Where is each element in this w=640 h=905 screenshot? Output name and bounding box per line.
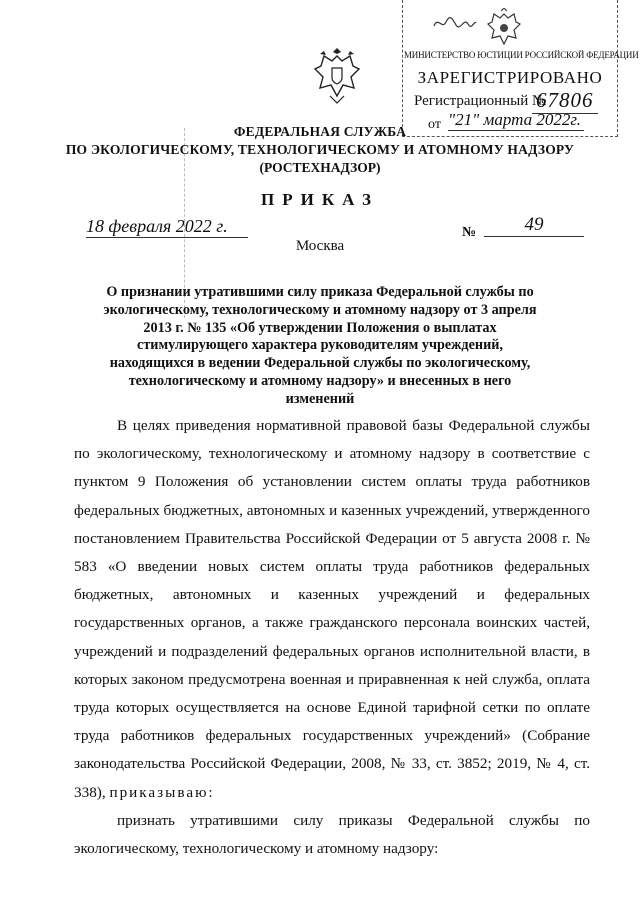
agency-abbreviation: (РОСТЕХНАДЗОР) xyxy=(259,160,381,175)
preamble-text: В целях приведения нормативной правовой базы Федеральной службы по экологическому, технологическому и атомному надзору в соответствие с пунктом 9 Положения об установлении систем оплаты труда работников федеральных бюджетных, автономных и казенных учреждений, утвержденного постановлением Правительства Российской Федерации от 5 августа 2008 г. № 583 «О введении новых систем оплаты труда работников федеральных бюджетных, автономных и казенных учреждений и федеральных государственных органов, а также гражданского персонала воинских частей, учреждений и подразделений федеральных органов исполнительной власти, в которых законом предусмотрена военная и приравненная к ней служба, оплата труда которых осуществляется на основе Единой тарифной сетки по оплате труда работников федеральных государственных учреждений» (Собрание законодательства Российской Федерации, 2008, № 33, ст. 3852; 2019, № 4, ст. 338), xyxy=(74,417,590,801)
agency-name-line2: ПО ЭКОЛОГИЧЕСКОМУ, ТЕХНОЛОГИЧЕСКОМУ И АТОМНОМУ НАДЗОРУ xyxy=(65,142,575,157)
order-directive: приказываю: xyxy=(109,783,215,801)
stamp-date-prefix: от xyxy=(428,117,441,132)
order-date: 18 февраля 2022 г. xyxy=(86,216,248,238)
order-number-label: № xyxy=(462,225,477,240)
order-body xyxy=(74,412,590,863)
handwritten-signature xyxy=(432,14,478,32)
stamp-reg-number: 67806 xyxy=(532,88,598,114)
stamp-registered-text: ЗАРЕГИСТРИРОВАНО xyxy=(417,68,603,87)
resolution-paragraph: признать утратившими силу приказы Федеральной службы по экологическому, технологическому и атомному надзору: xyxy=(74,811,590,858)
order-number: 49 xyxy=(484,214,584,237)
order-subject: О признании утратившими силу приказа Федеральной службы по экологическому, технологическому и атомному надзору от 3 апреля 2013 г. № 135 «Об утверждении Положения о выплатах стимулирующего характера руководителям учреждений, находящихся в ведении Федеральной службы по экологическому, технологическому и атомному надзору» и внесенных в него изменений xyxy=(103,284,537,407)
preamble-paragraph xyxy=(74,412,590,807)
agency-name-line1: ФЕДЕРАЛЬНАЯ СЛУЖБА xyxy=(233,124,407,139)
double-headed-eagle-icon xyxy=(484,8,524,48)
coat-of-arms-icon xyxy=(312,48,362,104)
city: Москва xyxy=(295,238,345,254)
stamp-ministry-text: МИНИСТЕРСТВО ЮСТИЦИИ РОССИЙСКОЙ ФЕДЕРАЦИИ xyxy=(404,50,639,60)
document-type-title: ПРИКАЗ xyxy=(261,190,379,209)
stamp-reg-number-label: Регистрационный № xyxy=(414,93,547,109)
stamp-date: "21" марта 2022г. xyxy=(448,110,584,131)
